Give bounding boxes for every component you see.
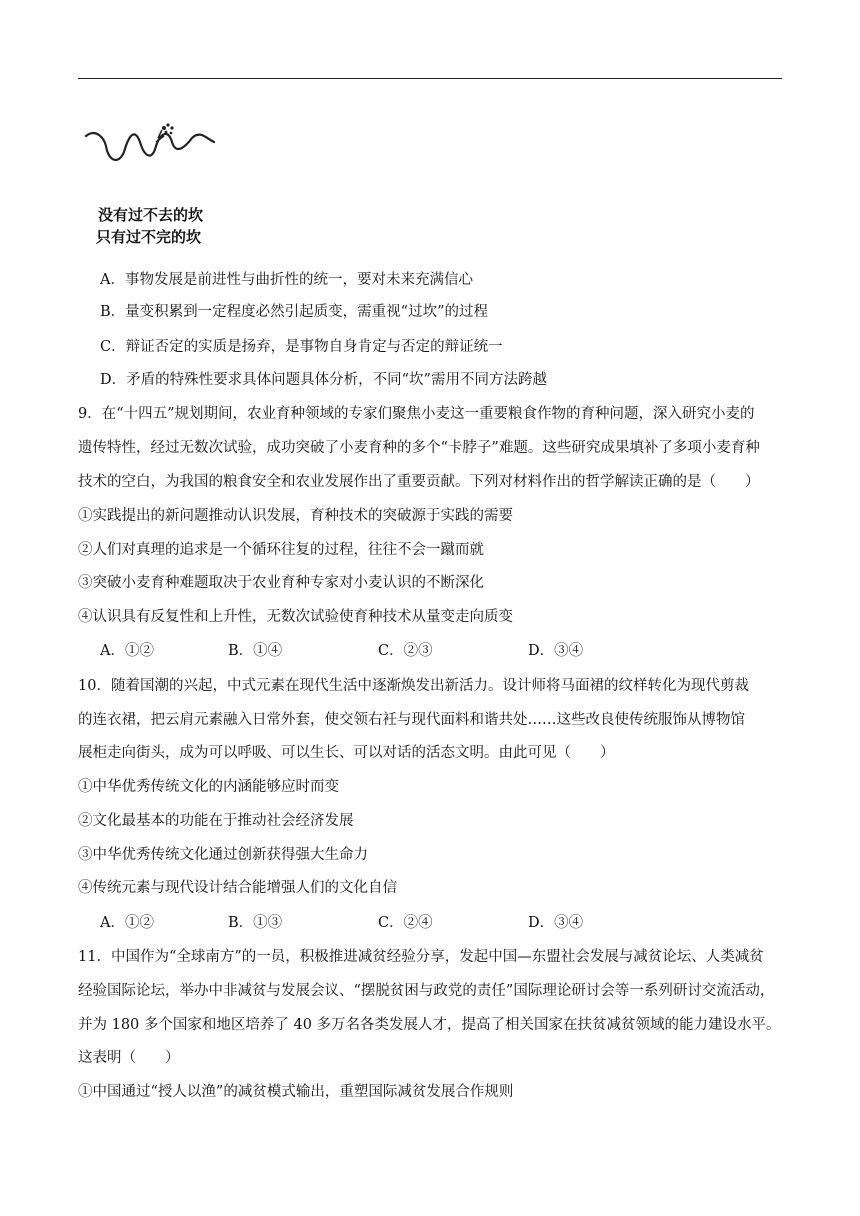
q10-choice-c: C．②④ bbox=[378, 915, 433, 931]
q11-stem-line-4: 这表明（ ） bbox=[78, 1050, 180, 1066]
q10-stem-line-3: 展柜走向街头，成为可以呼吸、可以生长、可以对话的活态文明。由此可见（ ） bbox=[78, 745, 615, 761]
q9-statement-2: ②人们对真理的追求是一个循环往复的过程，往往不会一蹴而就 bbox=[78, 542, 484, 558]
q9-stem-line-3: 技术的空白，为我国的粮食安全和农业发展作出了重要贡献。下列对材料作出的哲学解读正确的是（ ） bbox=[78, 474, 760, 490]
q9-choice-d: D．③④ bbox=[528, 643, 584, 659]
q8-option-b: B．量变积累到一定程度必然引起质变，需重视“过坎”的过程 bbox=[100, 304, 488, 320]
q10-choice-a: A．①② bbox=[100, 915, 154, 931]
cartoon-illustration bbox=[82, 116, 218, 252]
cartoon-caption-line2: 只有过不完的坎 bbox=[96, 228, 202, 246]
q9-statement-3: ③突破小麦育种难题取决于农业育种专家对小麦认识的不断深化 bbox=[78, 575, 484, 591]
q9-stem-line-1: 9．在“十四五”规划期间，农业育种领域的专家们聚焦小麦这一重要粮食作物的育种问题，深入研究小麦的 bbox=[78, 406, 755, 422]
q10-stem-line-2: 的连衣裙，把云肩元素融入日常外套，使交领右衽与现代面料和谐共处……这些改良使传统服饰从博物馆 bbox=[78, 712, 745, 728]
q10-statement-2: ②文化最基本的功能在于推动社会经济发展 bbox=[78, 813, 354, 829]
q10-statement-3: ③中华优秀传统文化通过创新获得强大生命力 bbox=[78, 847, 368, 863]
q9-choice-b: B．①④ bbox=[228, 643, 283, 659]
q10-statement-1: ①中华优秀传统文化的内涵能够应时而变 bbox=[78, 779, 339, 795]
q9-statement-4: ④认识具有反复性和上升性，无数次试验使育种技术从量变走向质变 bbox=[78, 609, 513, 625]
q9-choice-a: A．①② bbox=[100, 643, 154, 659]
q9-statement-1: ①实践提出的新问题推动认识发展，育种技术的突破源于实践的需要 bbox=[78, 508, 513, 524]
q9-stem-line-2: 遗传特性，经过无数次试验，成功突破了小麦育种的多个“卡脖子”难题。这些研究成果填补了多项小麦育种 bbox=[78, 440, 760, 456]
q8-option-d: D．矛盾的特殊性要求具体问题具体分析，不同“坎”需用不同方法跨越 bbox=[100, 372, 547, 388]
header-rule bbox=[78, 78, 782, 79]
q10-stem-line-1: 10．随着国潮的兴起，中式元素在现代生活中逐渐焕发出新活力。设计师将马面裙的纹样转化为现代剪裁 bbox=[78, 678, 749, 694]
q11-statement-1: ①中国通过“授人以渔”的减贫模式输出，重塑国际减贫发展合作规则 bbox=[78, 1084, 514, 1100]
q11-stem-line-2: 经验国际论坛，举办中非减贫与发展会议、“摆脱贫困与政党的责任”国际理论研讨会等一系列研讨交流活动， bbox=[78, 983, 775, 999]
q11-stem-line-3: 并为 180 多个国家和地区培养了 40 多万名各类发展人才，提高了相关国家在扶贫减贫领域的能力建设水平。 bbox=[78, 1017, 781, 1033]
cartoon-caption-line1: 没有过不去的坎 bbox=[98, 206, 204, 224]
q10-choice-b: B．①③ bbox=[228, 915, 283, 931]
q9-choice-c: C．②③ bbox=[378, 643, 433, 659]
q8-option-c: C．辩证否定的实质是扬弃，是事物自身肯定与否定的辩证统一 bbox=[100, 339, 503, 355]
q10-statement-4: ④传统元素与现代设计结合能增强人们的文化自信 bbox=[78, 880, 397, 896]
q11-stem-line-1: 11．中国作为“全球南方”的一员，积极推进减贫经验分享，发起中国—东盟社会发展与减贫论坛、人类减贫 bbox=[78, 949, 764, 965]
q10-choice-d: D．③④ bbox=[528, 915, 584, 931]
q8-option-a: A．事物发展是前进性与曲折性的统一，要对未来充满信心 bbox=[100, 272, 473, 288]
